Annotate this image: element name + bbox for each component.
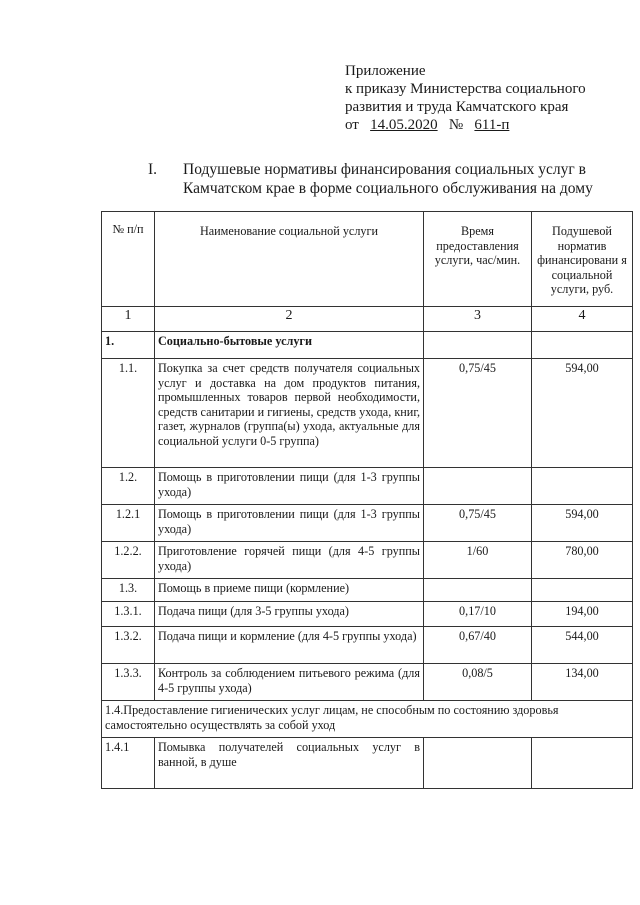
row-name: Приготовление горячей пищи (для 4-5 группы ухода) <box>155 542 424 579</box>
table-row <box>102 602 633 627</box>
appendix-line-ministry: развития и труда Камчатского края <box>345 99 569 115</box>
row-num: 1. <box>102 332 155 359</box>
row-time: 0,75/45 <box>424 505 532 542</box>
row-name: Помощь в приготовлении пищи (для 1-3 группы ухода) <box>155 505 424 542</box>
table-header-row <box>102 212 633 307</box>
row-num: 1.2. <box>102 468 155 505</box>
row-num: 1.2.2. <box>102 542 155 579</box>
table-row <box>102 738 633 789</box>
row-name: Подача пищи и кормление (для 4-5 группы ухода) <box>155 627 424 664</box>
order-date: 14.05.2020 <box>370 117 438 133</box>
number-sign: № <box>448 117 464 133</box>
row-name: Помощь в приеме пищи (кормление) <box>155 579 424 602</box>
row-name: Покупка за счет средств получателя социальных услуг и доставка на дом продуктов питания, промышленных товаров первой необходимости, средств санитарии и гигиены, средств ухода, книг, газет, журналов (группа(ы) ухода, актуальные для социальной услуги 0-5 группа) <box>155 359 424 468</box>
header-num: № п/п <box>102 212 155 307</box>
norms-table <box>101 211 633 789</box>
row-norm <box>532 332 633 359</box>
row-time <box>424 332 532 359</box>
row-norm: 780,00 <box>532 542 633 579</box>
table-row <box>102 627 633 664</box>
column-number-row <box>102 307 633 332</box>
row-num: 1.2.1 <box>102 505 155 542</box>
table-row <box>102 664 633 701</box>
col-number: 3 <box>424 307 532 332</box>
appendix-header <box>345 62 586 134</box>
row-name: Контроль за соблюдением питьевого режима (для 4-5 группы ухода) <box>155 664 424 701</box>
table-row <box>102 468 633 505</box>
col-number: 1 <box>102 307 155 332</box>
date-prefix: от <box>345 117 359 133</box>
row-name: Подача пищи (для 3-5 группы ухода) <box>155 602 424 627</box>
table-row <box>102 332 633 359</box>
section-heading <box>140 160 610 198</box>
row-num: 1.4.1 <box>102 738 155 789</box>
order-number: 611-п <box>474 117 510 133</box>
row-num: 1.3.1. <box>102 602 155 627</box>
row-num: 1.1. <box>102 359 155 468</box>
row-time: 1/60 <box>424 542 532 579</box>
col-number: 2 <box>155 307 424 332</box>
row-num: 1.3.2. <box>102 627 155 664</box>
row-norm: 594,00 <box>532 359 633 468</box>
row-time <box>424 468 532 505</box>
row-norm: 594,00 <box>532 505 633 542</box>
header-norm: Подушевой норматив финансировани я социальной услуги, руб. <box>532 212 633 307</box>
appendix-line-order: к приказу Министерства социального <box>345 81 586 97</box>
table-row <box>102 359 633 468</box>
section-title-line1: Подушевые нормативы финансирования социальных услуг в <box>183 161 586 178</box>
row-name: Помощь в приготовлении пищи (для 1-3 группы ухода) <box>155 468 424 505</box>
row-name: Социально-бытовые услуги <box>155 332 424 359</box>
header-name: Наименование социальной услуги <box>155 212 424 307</box>
section-title-line2: Камчатском крае в форме социального обслуживания на дому <box>183 180 593 197</box>
row-norm: 544,00 <box>532 627 633 664</box>
row-norm <box>532 738 633 789</box>
header-time: Время предоставления услуги, час/мин. <box>424 212 532 307</box>
section-numeral: I. <box>148 161 158 178</box>
row-num: 1.3. <box>102 579 155 602</box>
row-time: 0,75/45 <box>424 359 532 468</box>
row-time <box>424 579 532 602</box>
row-time: 0,67/40 <box>424 627 532 664</box>
table-span-row <box>102 701 633 738</box>
row-num: 1.3.3. <box>102 664 155 701</box>
row-time: 0,17/10 <box>424 602 532 627</box>
table-row <box>102 542 633 579</box>
span-row-text: 1.4.Предоставление гигиенических услуг лицам, не способным по состоянию здоровья самостоятельно осуществлять за собой уход <box>102 701 633 738</box>
table-row <box>102 505 633 542</box>
row-norm <box>532 579 633 602</box>
table-row <box>102 579 633 602</box>
row-norm <box>532 468 633 505</box>
row-time <box>424 738 532 789</box>
appendix-title: Приложение <box>345 63 426 79</box>
row-time: 0,08/5 <box>424 664 532 701</box>
row-norm: 134,00 <box>532 664 633 701</box>
row-norm: 194,00 <box>532 602 633 627</box>
col-number: 4 <box>532 307 633 332</box>
row-name: Помывка получателей социальных услуг в ванной, в душе <box>155 738 424 789</box>
appendix-date-line <box>345 116 586 134</box>
